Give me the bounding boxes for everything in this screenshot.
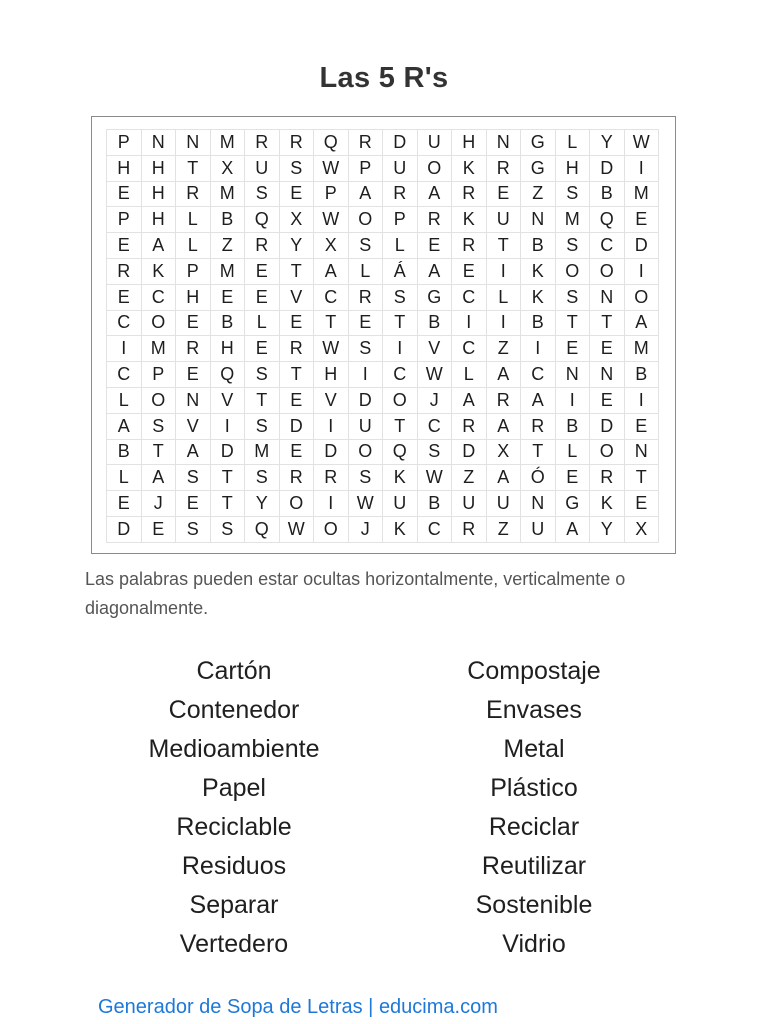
grid-cell: S [245, 182, 280, 208]
grid-cell: B [590, 182, 625, 208]
grid-cell: E [487, 182, 522, 208]
grid-cell: X [211, 156, 246, 182]
grid-cell: H [176, 285, 211, 311]
grid-cell: T [211, 465, 246, 491]
grid-cell: T [176, 156, 211, 182]
grid-cell: Z [487, 336, 522, 362]
grid-cell: Y [245, 491, 280, 517]
grid-cell: V [280, 285, 315, 311]
footer-link[interactable]: Generador de Sopa de Letras | educima.com [98, 996, 498, 1018]
grid-cell: S [211, 517, 246, 543]
grid-cell: R [487, 156, 522, 182]
grid-cell: S [349, 465, 384, 491]
grid-cell: O [349, 440, 384, 466]
grid-cell: A [418, 259, 453, 285]
grid-cell: N [176, 388, 211, 414]
grid-cell: E [142, 517, 177, 543]
grid-cell: T [211, 491, 246, 517]
grid-cell: C [521, 362, 556, 388]
grid-cell: I [314, 491, 349, 517]
grid-cell: S [245, 414, 280, 440]
grid-cell: Y [280, 233, 315, 259]
grid-cell: V [211, 388, 246, 414]
grid-cell: E [107, 491, 142, 517]
grid-cell: M [211, 259, 246, 285]
grid-cell: E [418, 233, 453, 259]
grid-cell: N [590, 362, 625, 388]
grid-cell: B [418, 311, 453, 337]
word-search-frame [91, 116, 676, 554]
grid-cell: U [452, 491, 487, 517]
grid-cell: B [211, 311, 246, 337]
grid-cell: R [176, 182, 211, 208]
word-list-item: Papel [202, 774, 266, 802]
grid-cell: T [280, 259, 315, 285]
grid-cell: E [625, 414, 660, 440]
grid-cell: H [556, 156, 591, 182]
grid-cell: E [556, 465, 591, 491]
grid-cell: U [383, 491, 418, 517]
grid-cell: D [383, 130, 418, 156]
grid-cell: M [625, 336, 660, 362]
grid-cell: Q [245, 517, 280, 543]
grid-cell: E [625, 207, 660, 233]
grid-cell: O [383, 388, 418, 414]
grid-cell: C [383, 362, 418, 388]
grid-cell: E [452, 259, 487, 285]
grid-cell: W [314, 207, 349, 233]
grid-cell: A [452, 388, 487, 414]
grid-cell: P [314, 182, 349, 208]
grid-cell: S [280, 156, 315, 182]
word-list-item: Metal [503, 735, 565, 763]
grid-cell: R [107, 259, 142, 285]
grid-cell: P [107, 130, 142, 156]
grid-cell: X [314, 233, 349, 259]
grid-cell: N [142, 130, 177, 156]
grid-cell: S [349, 233, 384, 259]
grid-cell: A [521, 388, 556, 414]
grid-cell: T [556, 311, 591, 337]
grid-cell: Z [452, 465, 487, 491]
grid-cell: G [418, 285, 453, 311]
grid-cell: X [280, 207, 315, 233]
grid-cell: R [590, 465, 625, 491]
word-list-right [384, 652, 684, 964]
grid-cell: Q [590, 207, 625, 233]
grid-cell: E [590, 388, 625, 414]
grid-cell: A [142, 233, 177, 259]
grid-cell: W [314, 156, 349, 182]
grid-cell: E [107, 182, 142, 208]
grid-cell: K [452, 156, 487, 182]
grid-cell: Z [521, 182, 556, 208]
grid-cell: C [314, 285, 349, 311]
word-list-item: Envases [486, 696, 582, 724]
grid-cell: P [349, 156, 384, 182]
grid-cell: R [452, 233, 487, 259]
grid-cell: K [452, 207, 487, 233]
grid-cell: L [107, 388, 142, 414]
grid-cell: T [280, 362, 315, 388]
grid-cell: N [487, 130, 522, 156]
grid-cell: K [383, 517, 418, 543]
grid-cell: I [556, 388, 591, 414]
grid-cell: B [521, 233, 556, 259]
grid-cell: T [625, 465, 660, 491]
grid-cell: O [142, 388, 177, 414]
grid-cell: A [487, 362, 522, 388]
grid-cell: G [556, 491, 591, 517]
grid-cell: M [211, 130, 246, 156]
grid-cell: R [245, 233, 280, 259]
grid-cell: S [556, 233, 591, 259]
grid-cell: R [452, 517, 487, 543]
grid-cell: S [245, 362, 280, 388]
grid-cell: O [625, 285, 660, 311]
grid-cell: L [487, 285, 522, 311]
grid-cell: K [383, 465, 418, 491]
grid-cell: R [245, 130, 280, 156]
grid-cell: R [349, 285, 384, 311]
grid-cell: L [176, 233, 211, 259]
grid-cell: E [245, 259, 280, 285]
word-list-item: Reciclar [488, 813, 580, 841]
grid-cell: U [487, 491, 522, 517]
grid-cell: R [418, 207, 453, 233]
grid-cell: P [383, 207, 418, 233]
word-list-item: Reutilizar [481, 852, 587, 880]
grid-cell: U [521, 517, 556, 543]
grid-cell: M [625, 182, 660, 208]
grid-cell: R [280, 130, 315, 156]
word-list-item: Vidrio [502, 930, 566, 958]
grid-cell: N [556, 362, 591, 388]
grid-cell: I [625, 156, 660, 182]
grid-cell: J [142, 491, 177, 517]
grid-cell: A [107, 414, 142, 440]
grid-cell: D [590, 156, 625, 182]
grid-cell: I [625, 259, 660, 285]
grid-cell: M [211, 182, 246, 208]
grid-cell: A [625, 311, 660, 337]
grid-cell: A [487, 414, 522, 440]
grid-cell: Q [245, 207, 280, 233]
grid-cell: C [452, 336, 487, 362]
grid-cell: R [349, 130, 384, 156]
instructions-text: Las palabras pueden estar ocultas horizontalmente, verticalmente o diagonalmente. [85, 569, 626, 618]
grid-cell: S [142, 414, 177, 440]
grid-cell: I [314, 414, 349, 440]
grid-cell: E [176, 362, 211, 388]
grid-cell: S [556, 285, 591, 311]
grid-cell: L [452, 362, 487, 388]
grid-cell: E [107, 285, 142, 311]
grid-cell: T [245, 388, 280, 414]
grid-cell: E [107, 233, 142, 259]
grid-cell: A [349, 182, 384, 208]
grid-cell: I [625, 388, 660, 414]
grid-cell: O [418, 156, 453, 182]
grid-cell: N [176, 130, 211, 156]
grid-cell: N [521, 207, 556, 233]
grid-cell: K [142, 259, 177, 285]
grid-cell: L [556, 130, 591, 156]
grid-cell: O [556, 259, 591, 285]
grid-cell: W [280, 517, 315, 543]
grid-cell: H [211, 336, 246, 362]
grid-cell: O [590, 440, 625, 466]
grid-cell: L [383, 233, 418, 259]
grid-cell: E [245, 336, 280, 362]
grid-cell: I [349, 362, 384, 388]
grid-cell: B [556, 414, 591, 440]
grid-cell: C [418, 414, 453, 440]
grid-cell: R [176, 336, 211, 362]
grid-cell: P [142, 362, 177, 388]
grid-cell: B [211, 207, 246, 233]
grid-cell: W [314, 336, 349, 362]
grid-cell: Z [211, 233, 246, 259]
grid-cell: W [418, 465, 453, 491]
grid-cell: T [142, 440, 177, 466]
word-list-item: Residuos [181, 852, 287, 880]
grid-cell: B [418, 491, 453, 517]
grid-cell: L [176, 207, 211, 233]
grid-cell: D [590, 414, 625, 440]
grid-cell: K [521, 259, 556, 285]
grid-cell: E [280, 388, 315, 414]
grid-cell: T [590, 311, 625, 337]
grid-cell: K [590, 491, 625, 517]
grid-cell: H [107, 156, 142, 182]
grid-cell: D [280, 414, 315, 440]
grid-cell: J [418, 388, 453, 414]
grid-cell: S [383, 285, 418, 311]
grid-cell: C [142, 285, 177, 311]
grid-cell: Y [590, 130, 625, 156]
word-list-item: Separar [189, 891, 279, 919]
grid-cell: H [314, 362, 349, 388]
grid-cell: K [521, 285, 556, 311]
grid-cell: E [280, 182, 315, 208]
grid-cell: E [556, 336, 591, 362]
page-title: Las 5 R's [319, 62, 449, 94]
grid-cell: C [107, 311, 142, 337]
grid-cell: P [176, 259, 211, 285]
grid-cell: L [349, 259, 384, 285]
grid-cell: H [452, 130, 487, 156]
grid-cell: D [107, 517, 142, 543]
grid-cell: T [521, 440, 556, 466]
grid-cell: C [452, 285, 487, 311]
grid-cell: T [383, 311, 418, 337]
grid-cell: U [383, 156, 418, 182]
word-list-item: Plástico [490, 774, 578, 802]
grid-cell: D [211, 440, 246, 466]
grid-cell: N [625, 440, 660, 466]
grid-cell: Y [590, 517, 625, 543]
grid-cell: S [245, 465, 280, 491]
grid-cell: V [418, 336, 453, 362]
grid-cell: I [383, 336, 418, 362]
grid-cell: Ó [521, 465, 556, 491]
grid-cell: S [349, 336, 384, 362]
grid-cell: U [349, 414, 384, 440]
grid-cell: N [521, 491, 556, 517]
grid-cell: C [418, 517, 453, 543]
grid-cell: O [349, 207, 384, 233]
grid-cell: R [314, 465, 349, 491]
grid-cell: I [211, 414, 246, 440]
grid-cell: T [487, 233, 522, 259]
grid-cell: N [590, 285, 625, 311]
grid-cell: E [176, 491, 211, 517]
grid-cell: X [625, 517, 660, 543]
grid-cell: R [280, 465, 315, 491]
grid-cell: G [521, 130, 556, 156]
grid-cell: A [418, 182, 453, 208]
word-list-item: Reciclable [176, 813, 292, 841]
word-list-item: Vertedero [179, 930, 289, 958]
grid-cell: I [487, 311, 522, 337]
grid-cell: S [418, 440, 453, 466]
grid-cell: J [349, 517, 384, 543]
grid-cell: E [590, 336, 625, 362]
grid-cell: H [142, 182, 177, 208]
word-list-item: Contenedor [168, 696, 300, 724]
grid-cell: R [521, 414, 556, 440]
grid-cell: Z [487, 517, 522, 543]
grid-cell: E [349, 311, 384, 337]
grid-cell: U [418, 130, 453, 156]
grid-cell: S [176, 517, 211, 543]
grid-cell: M [245, 440, 280, 466]
grid-cell: A [556, 517, 591, 543]
grid-cell: G [521, 156, 556, 182]
grid-cell: C [107, 362, 142, 388]
grid-cell: W [349, 491, 384, 517]
grid-cell: S [176, 465, 211, 491]
grid-cell: Q [383, 440, 418, 466]
word-list-item: Medioambiente [148, 735, 320, 763]
grid-cell: E [280, 311, 315, 337]
grid-cell: R [383, 182, 418, 208]
grid-cell: O [314, 517, 349, 543]
grid-cell: I [521, 336, 556, 362]
grid-cell: A [314, 259, 349, 285]
grid-cell: U [245, 156, 280, 182]
grid-cell: I [452, 311, 487, 337]
grid-cell: D [452, 440, 487, 466]
grid-cell: T [314, 311, 349, 337]
grid-cell: V [314, 388, 349, 414]
word-list-left [84, 652, 384, 964]
grid-cell: E [245, 285, 280, 311]
grid-cell: Á [383, 259, 418, 285]
grid-cell: B [107, 440, 142, 466]
word-list-item: Sostenible [475, 891, 593, 919]
grid-cell: R [452, 414, 487, 440]
grid-cell: D [349, 388, 384, 414]
grid-cell: A [142, 465, 177, 491]
grid-cell: I [487, 259, 522, 285]
letter-grid [106, 129, 659, 543]
grid-cell: O [280, 491, 315, 517]
grid-cell: L [245, 311, 280, 337]
grid-cell: D [314, 440, 349, 466]
grid-cell: E [176, 311, 211, 337]
grid-cell: L [556, 440, 591, 466]
grid-cell: W [625, 130, 660, 156]
grid-cell: Q [314, 130, 349, 156]
grid-cell: E [280, 440, 315, 466]
grid-cell: S [556, 182, 591, 208]
word-list-item: Cartón [196, 657, 272, 685]
grid-cell: H [142, 207, 177, 233]
grid-cell: D [625, 233, 660, 259]
grid-cell: R [280, 336, 315, 362]
grid-cell: O [590, 259, 625, 285]
grid-cell: R [487, 388, 522, 414]
grid-cell: E [625, 491, 660, 517]
grid-cell: P [107, 207, 142, 233]
grid-cell: A [176, 440, 211, 466]
grid-cell: B [521, 311, 556, 337]
grid-cell: W [418, 362, 453, 388]
grid-cell: X [487, 440, 522, 466]
grid-cell: C [590, 233, 625, 259]
grid-cell: T [383, 414, 418, 440]
grid-cell: V [176, 414, 211, 440]
grid-cell: A [487, 465, 522, 491]
grid-cell: E [211, 285, 246, 311]
grid-cell: H [142, 156, 177, 182]
grid-cell: U [487, 207, 522, 233]
grid-cell: L [107, 465, 142, 491]
grid-cell: I [107, 336, 142, 362]
grid-cell: Q [211, 362, 246, 388]
word-list-item: Compostaje [467, 657, 601, 685]
grid-cell: M [142, 336, 177, 362]
grid-cell: O [142, 311, 177, 337]
grid-cell: R [452, 182, 487, 208]
grid-cell: M [556, 207, 591, 233]
grid-cell: B [625, 362, 660, 388]
